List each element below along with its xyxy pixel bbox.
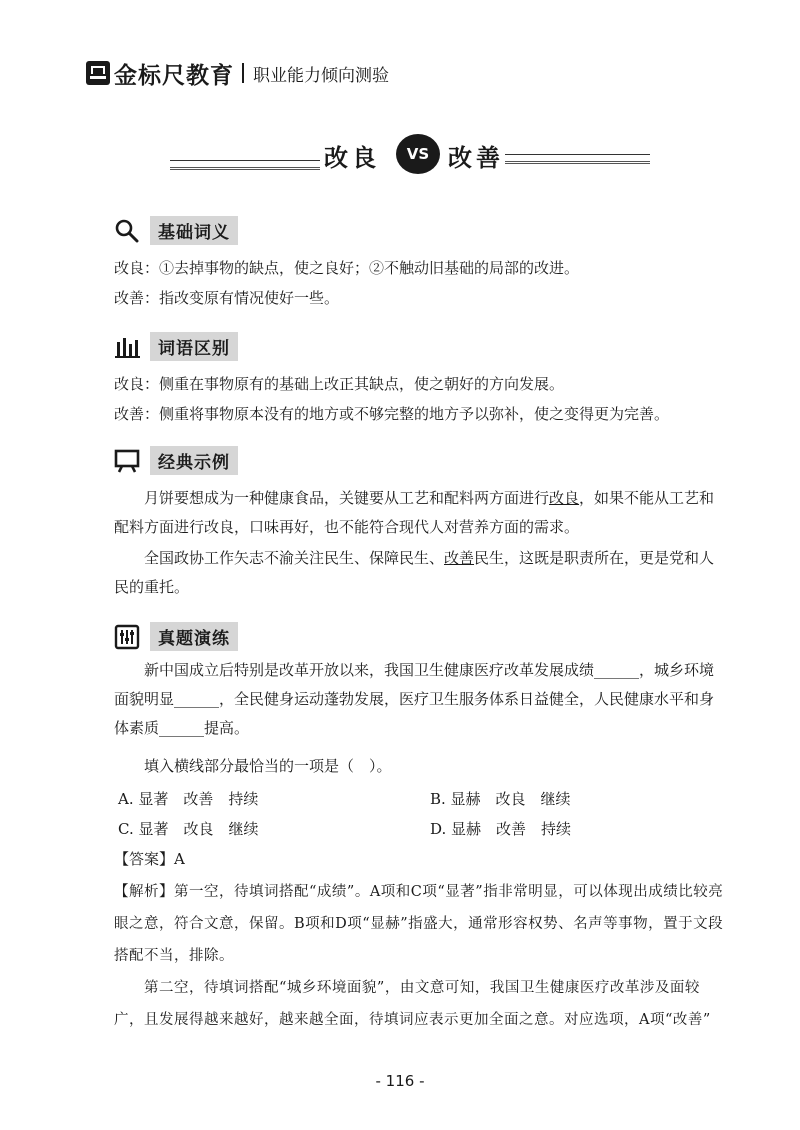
section-practice-header (114, 622, 238, 651)
equalizer-icon (114, 624, 140, 650)
question-text-1: 新中国成立后特别是改革开放以来，我国卫生健康医疗改革发展成绩 (144, 661, 595, 679)
section-diff-header (114, 332, 238, 361)
section-practice-title: 真题演练 (150, 622, 238, 651)
example-paragraph-2 (114, 544, 724, 602)
question-prompt: 填入横线部分最恰当的一项是（ ）。 (144, 757, 392, 775)
example-paragraph-1 (114, 484, 724, 542)
diff-line-1: 改良：侧重在事物原有的基础上改正其缺点，使之朝好的方向发展。 (114, 375, 565, 393)
brand-logo-icon (86, 61, 110, 85)
brand-name: 金标尺教育 (114, 62, 234, 89)
basic-definition-2: 改善：指改变原有情况使好一些。 (114, 289, 340, 307)
practice-question (114, 656, 724, 743)
diff-line-2: 改善：侧重将事物原本没有的地方或不够完整的地方予以弥补，使之变得更为完善。 (114, 405, 670, 423)
example-2-text-b: 民生，这既是职责所在，更是党和人民的重托。 (114, 549, 715, 596)
title-rule-left (170, 160, 320, 170)
answer-label: 【答案】A (114, 850, 185, 868)
analysis-paragraph-2: 第二空，待填词搭配“城乡环境面貌”，由文意可知，我国卫生健康医疗改革涉及面较广，且发展得越来越好，越来越全面，待填词应表示更加全面之意。对应选项，A项“改善” (114, 980, 711, 1028)
analysis-paragraph-1: 【解析】第一空，待填词搭配“成绩”。A项和C项“显著”指非常明显，可以体现出成绩比较亮眼之意，符合文意，保留。B项和D项“显赫”指盛大，通常形容权势、名声等事物，置于文段搭配不当，排除。 (114, 884, 724, 964)
option-d: D. 显赫 改善 持续 (430, 820, 572, 838)
title-word-left: 改良 (324, 143, 380, 172)
section-basic-title: 基础词义 (150, 216, 238, 245)
section-example-header (114, 446, 238, 475)
vs-badge: VS (396, 134, 440, 174)
basic-definition-1: 改良：①去掉事物的缺点，使之良好；②不触动旧基础的局部的改进。 (114, 259, 580, 277)
header-divider (242, 63, 244, 83)
title-rule-right (505, 154, 650, 164)
comparison-title (170, 130, 650, 184)
section-diff-title: 词语区别 (150, 332, 238, 361)
question-text-2: ，城乡环境面貌明显 (114, 661, 715, 708)
option-b: B. 显赫 改良 继续 (430, 790, 571, 808)
option-a: A. 显著 改善 持续 (118, 790, 259, 808)
question-blank-2: ______ (174, 690, 220, 708)
question-text-3: ，全民健身运动蓬勃发展，医疗卫生服务体系日益健全，人民健康水平和身体素质 (114, 690, 715, 737)
example-2-text-a: 全国政协工作矢志不渝关注民生、保障民生、 (144, 549, 445, 567)
section-basic-header (114, 216, 238, 245)
title-word-right: 改善 (448, 143, 504, 172)
question-blank-1: ______ (594, 661, 640, 679)
example-2-keyword: 改善 (444, 549, 475, 567)
monitor-icon (114, 448, 140, 474)
question-text-4: 提高。 (204, 719, 250, 737)
header-subtitle: 职业能力倾向测验 (253, 65, 389, 86)
option-c: C. 显著 改良 继续 (118, 820, 259, 838)
example-1-keyword: 改良 (549, 489, 580, 507)
example-1-text-a: 月饼要想成为一种健康食品，关键要从工艺和配料两方面进行 (144, 489, 550, 507)
bar-chart-icon (114, 334, 140, 360)
page-header (86, 56, 389, 90)
section-example-title: 经典示例 (150, 446, 238, 475)
magnifier-icon (114, 218, 140, 244)
example-1-text-b: ，如果不能从工艺和配料方面进行改良，口味再好，也不能符合现代人对营养方面的需求。 (114, 489, 715, 536)
page-number: - 116 - (375, 1072, 425, 1090)
question-blank-3: ______ (159, 719, 205, 737)
